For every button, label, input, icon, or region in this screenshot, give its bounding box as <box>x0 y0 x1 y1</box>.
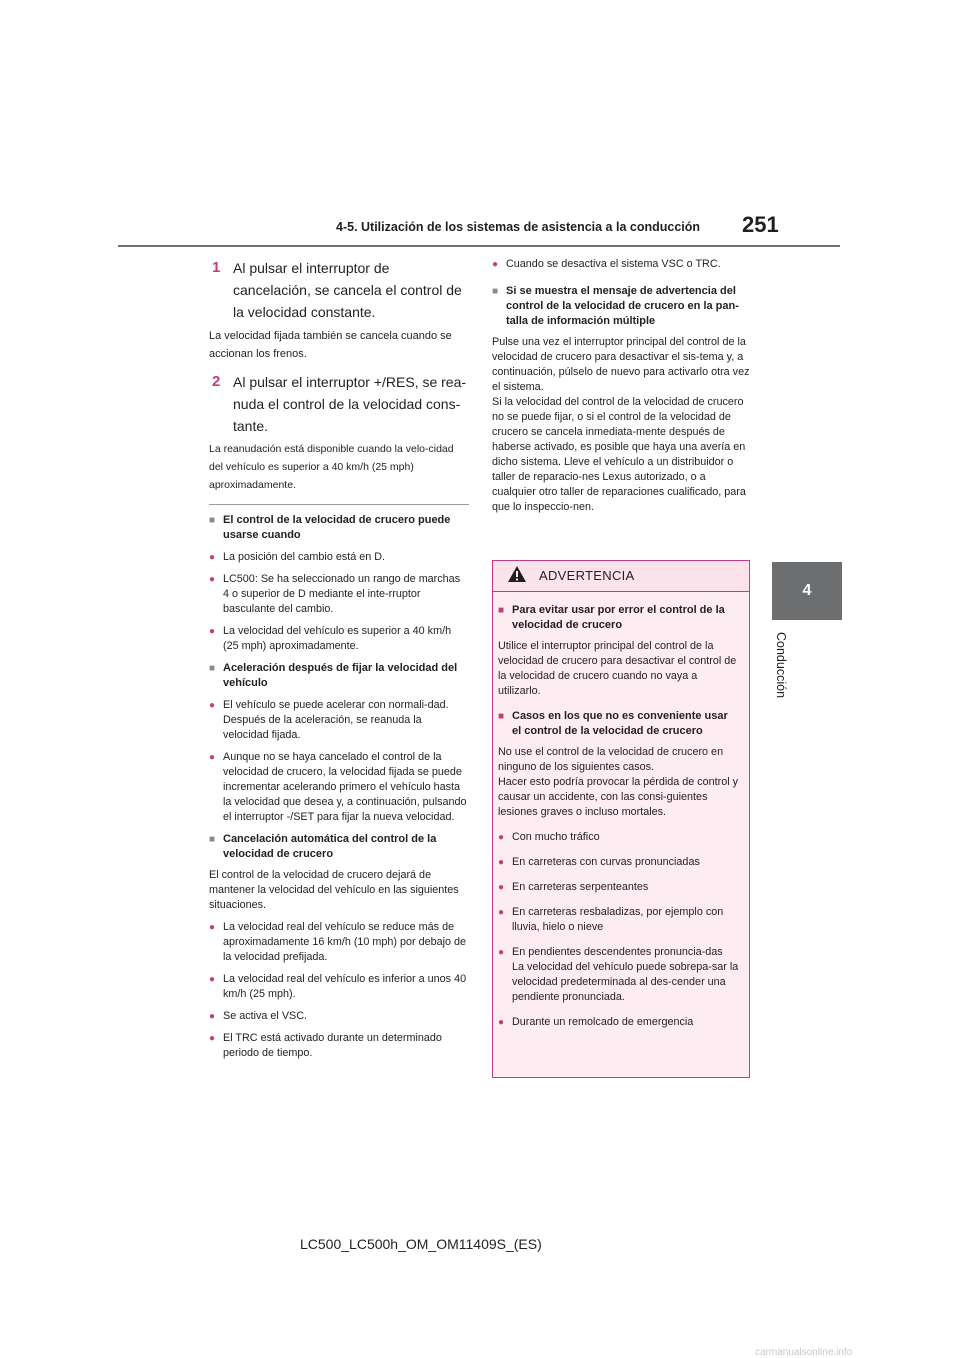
warning-title: ADVERTENCIA <box>539 568 635 583</box>
page-number: 251 <box>742 212 779 237</box>
warning-icon <box>507 565 527 583</box>
paragraph: Hacer esto podría provocar la pérdida de control y causar un accidente, con las consi-guientes lesiones graves o incluso mortales. <box>498 776 739 818</box>
paragraph: Pulse una vez el interruptor principal del control de la velocidad de crucero para desactivar el sis-tema y, a continuación, púlselo de nuevo para activarlo otra vez el sistema. <box>492 336 750 393</box>
chapter-tab[interactable]: 4 <box>772 562 842 620</box>
bullet-item: ● Se activa el VSC. <box>209 1009 469 1024</box>
bullet-item-detail: La velocidad del vehículo puede sobrepa-sar la velocidad predeterminada al des-cender una pendiente pronunciada. <box>512 961 739 1003</box>
paragraph: El control de la velocidad de crucero dejará de mantener la velocidad del vehículo en las siguientes situaciones. <box>209 869 459 911</box>
warning-body <box>493 592 749 1030</box>
step-2-number: 2 <box>212 373 221 390</box>
bullet-item: ● La velocidad del vehículo es superior a 40 km/h (25 mph) aproximadamente. <box>209 624 469 654</box>
bullet-item: ● En carreteras resbaladizas, por ejemplo con lluvia, hielo o nieve <box>498 905 739 935</box>
heading-warning-message: ■ Si se muestra el mensaje de advertencia del control de la velocidad de crucero en la pan-talla de información múltiple <box>492 284 750 329</box>
warning-header <box>493 561 749 592</box>
section-title: 4-5. Utilización de los sistemas de asistencia a la conducción <box>336 220 701 234</box>
warning-heading: ■ Para evitar usar por error el control de la velocidad de crucero <box>498 603 739 633</box>
bullet-item: ● Con mucho tráfico <box>498 830 739 845</box>
paragraph: No use el control de la velocidad de crucero en ninguno de los siguientes casos. <box>498 746 724 773</box>
step-1 <box>209 257 469 323</box>
bullet-item: ● El vehículo se puede acelerar con normali-dad. Después de la aceleración, se reanuda la velocidad fijada. <box>209 698 469 743</box>
left-column <box>209 253 469 1061</box>
watermark: carmanualsonline.info <box>755 1347 853 1358</box>
divider <box>209 504 469 505</box>
bullet-item: ● LC500: Se ha seleccionado un rango de marchas 4 o superior de D mediante el inte-rruptor basculante del cambio. <box>209 572 469 617</box>
warning-box <box>492 560 750 1078</box>
bullet-item: ● La velocidad real del vehículo es inferior a unos 40 km/h (25 mph). <box>209 972 469 1002</box>
heading-usable: ■ El control de la velocidad de crucero puede usarse cuando <box>209 513 469 543</box>
step-1-text: Al pulsar el interruptor de cancelación, se cancela el control de la velocidad constante. <box>233 260 462 320</box>
step-2 <box>209 371 469 437</box>
step-2-note: La reanudación está disponible cuando la velo-cidad del vehículo es superior a 40 km/h (25 mph) aproximadamente. <box>209 443 454 491</box>
step-1-note: La velocidad fijada también se cancela cuando se accionan los frenos. <box>209 330 452 360</box>
paragraph: Si la velocidad del control de la velocidad de crucero no se puede fijar, o si el control de la velocidad de crucero se cancela inmediata-mente después de haberse activado, es posible que haya una avería en dicho sistema. Lleve el vehículo a un distribuidor o taller de reparacio-nes Lexus autorizado, o a cualquier otro taller de reparaciones cualificado, para que lo inspeccio-nen. <box>492 396 746 513</box>
chapter-label-text: Conducción <box>774 632 788 699</box>
bullet-item-text: ● En pendientes descendentes pronuncia-das <box>512 946 723 958</box>
step-2-text: Al pulsar el interruptor +/RES, se rea-nuda el control de la velocidad cons-tante. <box>233 374 467 434</box>
right-column <box>492 253 750 515</box>
header-rule <box>118 245 840 247</box>
bullet-item: ● En carreteras con curvas pronunciadas <box>498 855 739 870</box>
chapter-label <box>774 630 812 710</box>
bullet-item: ● Aunque no se haya cancelado el control de la velocidad de crucero, la velocidad fijada se puede incrementar acelerando primero el vehículo hasta la velocidad que desea y, a continuación, pulsando el interruptor -/SET para fijar la nueva velocidad. <box>209 750 469 825</box>
bullet-item: ● El TRC está activado durante un determinado periodo de tiempo. <box>209 1031 469 1061</box>
paragraph: Utilice el interruptor principal del control de la velocidad de crucero para desactivar el control de la velocidad de crucero cuando no vaya a utilizarlo. <box>498 640 737 697</box>
heading-acceleration: ■ Aceleración después de fijar la velocidad del vehículo <box>209 661 469 691</box>
bullet-item <box>498 945 739 1005</box>
document-id: LC500_LC500h_OM_OM11409S_(ES) <box>300 1236 542 1252</box>
bullet-item: ● Cuando se desactiva el sistema VSC o TRC. <box>492 257 750 272</box>
step-1-number: 1 <box>212 259 221 276</box>
warning-heading: ■ Casos en los que no es conveniente usar el control de la velocidad de crucero <box>498 709 739 739</box>
bullet-item: ● Durante un remolcado de emergencia <box>498 1015 739 1030</box>
bullet-item: ● La velocidad real del vehículo se reduce más de aproximadamente 16 km/h (10 mph) por debajo de la velocidad prefijada. <box>209 920 469 965</box>
bullet-item: ● La posición del cambio está en D. <box>209 550 469 565</box>
heading-auto-cancel: ■ Cancelación automática del control de la velocidad de crucero <box>209 832 469 862</box>
bullet-item: ● En carreteras serpenteantes <box>498 880 739 895</box>
